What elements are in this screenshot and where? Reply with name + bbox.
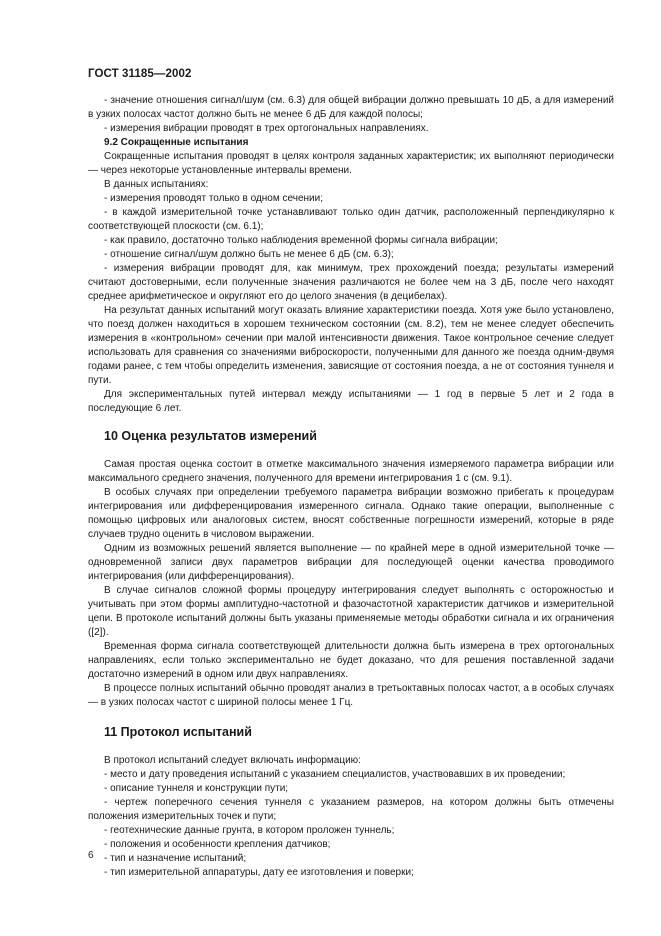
paragraph: В протокол испытаний следует включать информацию: <box>104 755 361 766</box>
paragraph: - значение отношения сигнал/шум (см. 6.3) для общей вибрации должно превышать 10 дБ, а для измерений в узких полосах частот должно быть не менее 6 дБ для каждой полосы; <box>88 95 614 120</box>
paragraph: - измерения проводят только в одном сечении; <box>104 193 323 204</box>
document-header: ГОСТ 31185—2002 <box>88 68 192 80</box>
paragraph: Одним из возможных решений является выполнение — по крайней мере в одной измерительной точке — одновременной записи двух параметров вибрации для последующей оценки качества проводимого интегрирования (или дифференцирования). <box>88 543 614 582</box>
paragraph: - тип измерительной аппаратуры, дату ее изготовления и поверки; <box>104 867 414 878</box>
paragraph: В случае сигналов сложной формы процедуру интегрирования следует выполнять с осторожностью и учитывать при этом формы амплитудно-частотной и фазочастотной характеристик датчиков и измерительной цепи. В протоколе испытаний должны быть указаны применяемые методы обработки сигнала и их ограничения ([2]). <box>88 585 614 638</box>
paragraph: - измерения вибрации проводят для, как минимум, трех прохождений поезда; результаты измерений считают достоверными, если полученные значения различаются не более чем на 3 дБ, после чего находят среднее арифметическое и округляют его до целого значения (в децибелах). <box>88 263 614 302</box>
paragraph: Для экспериментальных путей интервал между испытаниями — 1 год в первые 5 лет и 2 года в последующие 6 лет. <box>88 389 614 414</box>
section-heading: 10 Оценка результатов измерений <box>104 429 317 443</box>
section-heading: 11 Протокол испытаний <box>104 725 252 739</box>
paragraph: Самая простая оценка состоит в отметке максимального значения измеряемого параметра вибрации или максимального среднего значения, полученного для времени интегрирования 1 с (см. 9.1). <box>88 459 614 484</box>
paragraph: - геотехнические данные грунта, в котором проложен туннель; <box>104 825 395 836</box>
paragraph: - место и дату проведения испытаний с указанием специалистов, участвовавших в их проведении; <box>104 769 566 780</box>
paragraph: На результат данных испытаний могут оказать влияние характеристики поезда. Хотя уже было установлено, что поезд должен находиться в хорошем техническом состоянии (см. 8.2), тем не менее следует обеспечить измерения в «контрольном» сечении при малой интенсивности движения. Такое контрольное сечение следует использовать для сравнения со значениями виброскорости, полученными для данного же поезда одним-двумя годами ранее, с тем чтобы определить изменения, зависящие от состояния поезда, а не от состояния туннеля и пути. <box>88 305 614 386</box>
paragraph: - тип и назначение испытаний; <box>104 853 247 864</box>
paragraph: - в каждой измерительной точке устанавливают только один датчик, расположенный перпендикулярно к соответствующей плоскости (см. 6.1); <box>88 207 614 232</box>
paragraph: В данных испытаниях: <box>104 179 209 190</box>
paragraph: - описание туннеля и конструкции пути; <box>104 783 289 794</box>
document-body <box>88 94 614 880</box>
paragraph: - отношение сигнал/шум должно быть не менее 6 дБ (см. 6.3); <box>104 249 394 260</box>
paragraph: - как правило, достаточно только наблюдения временной формы сигнала вибрации; <box>104 235 498 246</box>
page-number: 6 <box>88 850 94 861</box>
paragraph: В процессе полных испытаний обычно проводят анализ в третьоктавных полосах частот, а в особых случаях — в узких полосах частот с шириной полосы менее 1 Гц. <box>88 683 614 708</box>
paragraph: - измерения вибрации проводят в трех ортогональных направлениях. <box>104 123 429 134</box>
paragraph: Временная форма сигнала соответствующей длительности должна быть измерена в трех ортогональных направлениях, если только экспериментально не будет доказано, что для решения поставленной задачи достаточно измерений в одном или двух направлениях. <box>88 641 614 680</box>
paragraph: В особых случаях при определении требуемого параметра вибрации возможно прибегать к процедурам интегрирования или дифференцирования измеренного сигнала. Однако такие операции, выполненные с помощью цифровых или аналоговых систем, вносят собственные погрешности измерений, которые в ряде случаев трудно оценить в числовом выражении. <box>88 487 614 540</box>
paragraph: - чертеж поперечного сечения туннеля с указанием размеров, на котором должны быть отмечены положения измерительных точек и пути; <box>88 797 614 822</box>
subsection-heading: 9.2 Сокращенные испытания <box>104 137 249 148</box>
paragraph: Сокращенные испытания проводят в целях контроля заданных характеристик; их выполняют периодически — через некоторые установленные интервалы времени. <box>88 151 614 176</box>
paragraph: - положения и особенности крепления датчиков; <box>104 839 331 850</box>
